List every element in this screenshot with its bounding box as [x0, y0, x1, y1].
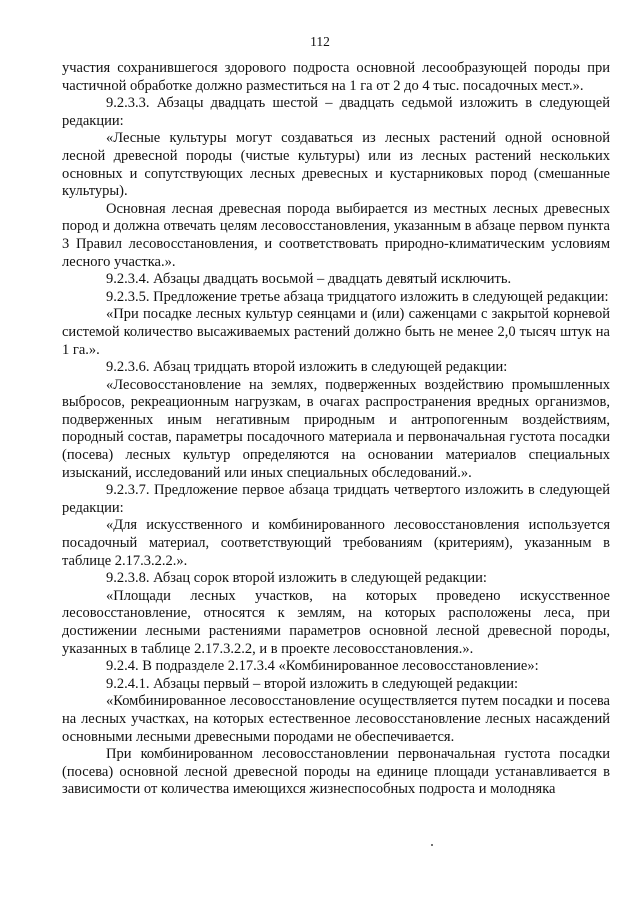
- paragraph-16: «Комбинированное лесовосстановление осуществляется путем посадки и посева на лесных участках, на которых естественное лесовосстановление лесных насаждений основными лесными древесными породами не обеспечивается.: [62, 693, 610, 745]
- paragraph-1: участия сохранившегося здорового подроста основной лесообразующей породы при частичной обработке должно разместиться на 1 га от 2 до 4 тыс. посадочных мест.».: [62, 60, 610, 94]
- scan-speck: [431, 844, 433, 846]
- paragraph-10: 9.2.3.7. Предложение первое абзаца тридцать четвертого изложить в следующей редакции:: [62, 482, 610, 516]
- paragraph-9: «Лесовосстановление на землях, подверженных воздействию промышленных выбросов, рекреационным нагрузкам, в очагах распространения вредных организмов, подверженных иным негативным природным и антропогенным воздействиям, породный состав, параметры посадочного материала и первоначальная густота посадки (посева) лесных культур определяются на основании материалов специальных изысканий, исследований или иных специальных обследований.».: [62, 376, 610, 481]
- page-number: 112: [310, 34, 330, 49]
- paragraph-8: 9.2.3.6. Абзац тридцать второй изложить в следующей редакции:: [106, 359, 508, 376]
- paragraph-5: 9.2.3.4. Абзацы двадцать восьмой – двадцать девятый исключить.: [106, 271, 512, 288]
- paragraph-4: Основная лесная древесная порода выбирается из местных лесных древесных пород и должна отвечать целям лесовосстановления, указанным в абзаце первом пункта 3 Правил лесовосстановления, и соответствовать природно-климатическим условиям лесного участка.».: [62, 200, 610, 270]
- paragraph-11: «Для искусственного и комбинированного лесовосстановления используется посадочный материал, соответствующий требованиям (критериям), указанным в таблице 2.17.3.2.2.».: [62, 517, 610, 569]
- paragraph-13: «Площади лесных участков, на которых проведено искусственное лесовосстановление, относятся к землям, на которых расположены леса, при достижении лесными растениями параметров основной лесной древесной породы, указанных в таблице 2.17.3.2.2, и в проекте лесовосстановления.».: [62, 587, 610, 657]
- paragraph-12: 9.2.3.8. Абзац сорок второй изложить в следующей редакции:: [106, 570, 487, 587]
- paragraph-14: 9.2.4. В подразделе 2.17.3.4 «Комбинированное лесовосстановление»:: [106, 658, 539, 675]
- paragraph-2: 9.2.3.3. Абзацы двадцать шестой – двадцать седьмой изложить в следующей редакции:: [62, 95, 610, 129]
- paragraph-7: «При посадке лесных культур сеянцами и (или) саженцами с закрытой корневой системой количество высаживаемых растений должно быть не менее 2,0 тысяч штук на 1 га.».: [62, 306, 610, 358]
- paragraph-15: 9.2.4.1. Абзацы первый – второй изложить в следующей редакции:: [106, 675, 519, 692]
- paragraph-17: При комбинированном лесовосстановлении первоначальная густота посадки (посева) основной лесной древесной породы на единице площади устанавливается в зависимости от количества имеющихся жизнеспособных подроста и молодняка: [62, 746, 610, 798]
- body-text: [62, 60, 610, 799]
- paragraph-6: 9.2.3.5. Предложение третье абзаца тридцатого изложить в следующей редакции:: [106, 288, 609, 305]
- paragraph-3: «Лесные культуры могут создаваться из лесных растений одной основной лесной древесной породы (чистые культуры) или из лесных растений нескольких основных и сопутствующих лесных древесных и кустарниковых пород (смешанные культуры).: [62, 130, 610, 200]
